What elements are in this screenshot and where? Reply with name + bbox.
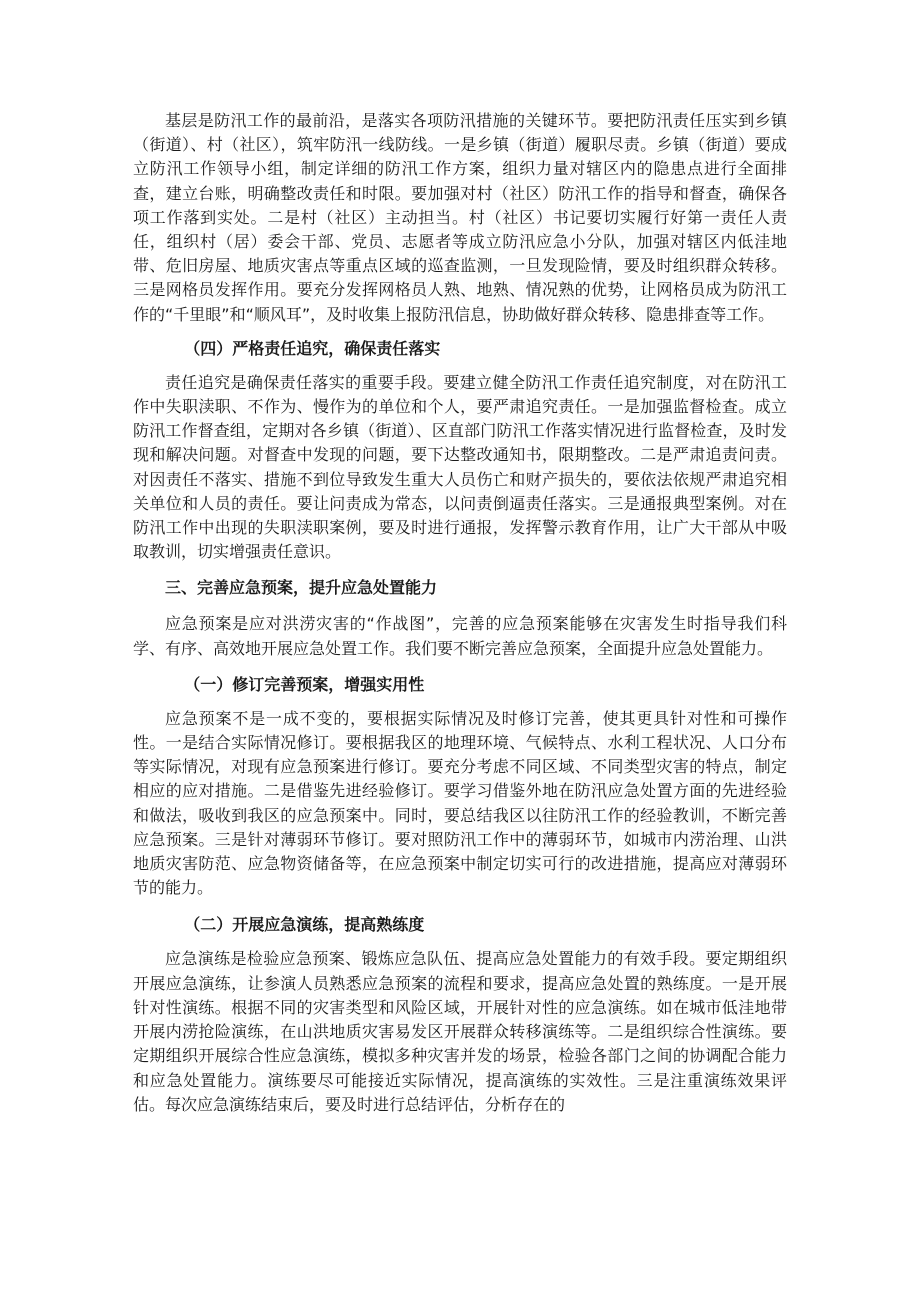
chapter-heading: 三、完善应急预案，提升应急处置能力	[165, 578, 438, 598]
paragraph: 基层是防汛工作的最前沿，是落实各项防汛措施的关键环节。要把防汛责任压实到乡镇（街道）、村（社区），筑牢防汛一线防线。一是乡镇（街道）履职尽责。乡镇（街道）要成立防汛工作领导小组，制定详细的防汛工作方案，组织力量对辖区内的隐患点进行全面排查，建立台账，明确整改责任和时限。要加强对村（社区）防汛工作的指导和督查，确保各项工作落到实处。二是村（社区）主动担当。村（社区）书记要切实履行好第一责任人责任，组织村（居）委会干部、党员、志愿者等成立防汛应急小分队，加强对辖区内低洼地带、危旧房屋、地质灾害点等重点区域的巡查监测，一旦发现险情，要及时组织群众转移。三是网格员发挥作用。要充分发挥网格员人熟、地熟、情况熟的优势，让网格员成为防汛工作的“千里眼”和“顺风耳”，及时收集上报防汛信息，协助做好群众转移、隐患排查等工作。	[133, 111, 787, 324]
document-body	[133, 109, 787, 1117]
paragraph: 应急预案不是一成不变的，要根据实际情况及时修订完善，使其更具针对性和可操作性。一是结合实际情况修订。要根据我区的地理环境、气候特点、水利工程状况、人口分布等实际情况，对现有应急预案进行修订。要充分考虑不同区域、不同类型灾害的特点，制定相应的应对措施。二是借鉴先进经验修订。要学习借鉴外地在防汛应急处置方面的先进经验和做法，吸收到我区的应急预案中。同时，要总结我区以往防汛工作的经验教训，不断完善应急预案。三是针对薄弱环节修订。要对照防汛工作中的薄弱环节，如城市内涝治理、山洪地质灾害防范、应急物资储备等，在应急预案中制定切实可行的改进措施，提高应对薄弱环节的能力。	[133, 708, 787, 898]
paragraph: 应急演练是检验应急预案、锻炼应急队伍、提高应急处置能力的有效手段。要定期组织开展应急演练，让参演人员熟悉应急预案的流程和要求，提高应急处置的熟练度。一是开展针对性演练。根据不同的灾害类型和风险区域，开展针对性的应急演练。如在城市低洼地带开展内涝抢险演练，在山洪地质灾害易发区开展群众转移演练等。二是组织综合性演练。要定期组织开展综合性应急演练，模拟多种灾害并发的场景，检验各部门之间的协调配合能力和应急处置能力。演练要尽可能接近实际情况，提高演练的实效性。三是注重演练效果评估。每次应急演练结束后，要及时进行总结评估，分析存在的	[133, 949, 787, 1114]
section-heading: （四）严格责任追究，确保责任落实	[184, 338, 441, 358]
paragraph: 责任追究是确保责任落实的重要手段。要建立健全防汛工作责任追究制度，对在防汛工作中失职渎职、不作为、慢作为的单位和个人，要严肃追究责任。一是加强监督检查。成立防汛工作督查组，定期对各乡镇（街道）、区直部门防汛工作落实情况进行监督检查，及时发现和解决问题。对督查中发现的问题，要下达整改通知书，限期整改。二是严肃追责问责。对因责任不落实、措施不到位导致发生重大人员伤亡和财产损失的，要依法依规严肃追究相关单位和人员的责任。要让问责成为常态，以问责倒逼责任落实。三是通报典型案例。对在防汛工作中出现的失职渎职案例，要及时进行通报，发挥警示教育作用，让广大干部从中吸取教训，切实增强责任意识。	[133, 372, 787, 562]
section-heading: （一）修订完善预案，增强实用性	[184, 674, 425, 694]
paragraph: 应急预案是应对洪涝灾害的“作战图”，完善的应急预案能够在灾害发生时指导我们科学、有序、高效地开展应急处置工作。我们要不断完善应急预案，全面提升应急处置能力。	[133, 614, 787, 658]
section-heading: （二）开展应急演练，提高熟练度	[184, 915, 425, 935]
